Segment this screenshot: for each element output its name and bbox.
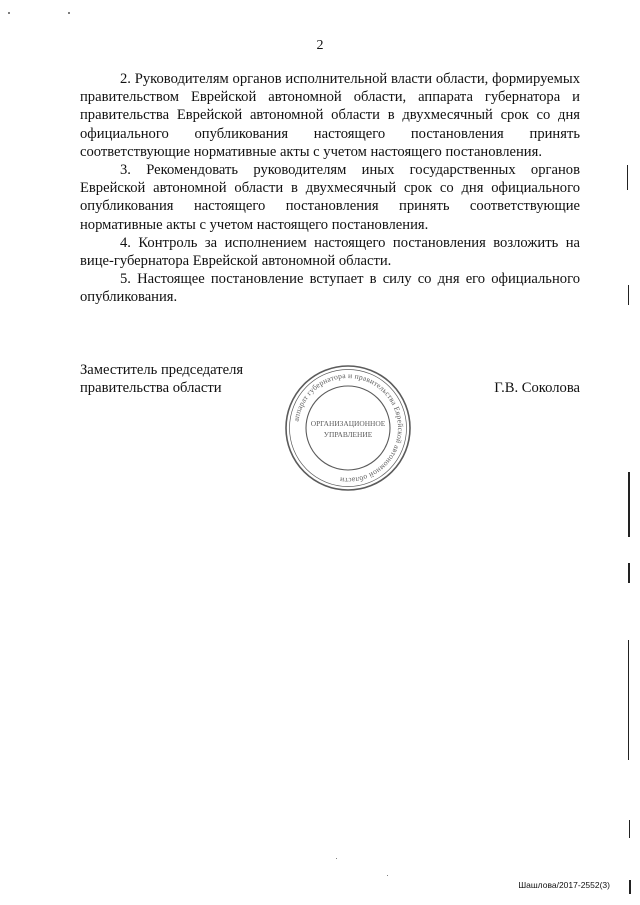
- body-text: [80, 70, 580, 307]
- scan-speck: [336, 858, 337, 859]
- stamp-inner-ring: [306, 386, 390, 470]
- scan-edge-mark: [628, 472, 630, 537]
- stamp-outer-ring-inner: [290, 370, 407, 487]
- stamp-center-line-2: УПРАВЛЕНИЕ: [323, 430, 373, 439]
- scan-edge-mark: [628, 640, 629, 760]
- stamp-center-line-1: ОРГАНИЗАЦИОННОЕ: [310, 419, 386, 428]
- signatory-name: Г.В. Соколова: [494, 380, 580, 396]
- scan-edge-mark: [628, 563, 630, 583]
- stamp-ring-text: аппарат губернатора и правительства Еврейской автономной области: [291, 370, 406, 486]
- stamp-outer-ring: [286, 366, 410, 490]
- scan-speck: [8, 12, 10, 14]
- paragraph-3: 3. Рекомендовать руководителям иных государственных органов Еврейской автономной области в двухмесячный срок со дня официального опубликования настоящего постановления принять соответствующие нормативные акты с учетом настоящего постановления.: [80, 162, 580, 233]
- paragraph-5: 5. Настоящее постановление вступает в силу со дня его официального опубликования.: [80, 271, 580, 306]
- signatory-position-line-1: Заместитель председателя: [80, 362, 244, 378]
- paragraph-2: 2. Руководителям органов исполнительной власти области, формируемых правительством Еврейской автономной области, аппарата губернатора и правительства Еврейской автономной области в двухмесячный срок со дня официального опубликования настоящего постановления принять соответствующие нормативные акты с учетом настоящего постановления.: [80, 71, 580, 160]
- page-number: 2: [316, 38, 324, 53]
- paragraph-4: 4. Контроль за исполнением настоящего постановления возложить на вице-губернатора Еврейской автономной области.: [80, 234, 580, 270]
- scan-edge-mark: [629, 820, 630, 838]
- scan-edge-mark: [629, 880, 631, 894]
- signatory-position: [80, 361, 243, 397]
- signatory-position-line-2: правительства области: [80, 380, 222, 397]
- scan-speck: [387, 875, 388, 876]
- document-reference-code: Шашлова/2017-2552(3): [518, 880, 610, 890]
- scan-edge-mark: [627, 165, 628, 190]
- scan-speck: [68, 12, 70, 14]
- scan-edge-mark: [628, 285, 629, 305]
- official-stamp-seal: [283, 363, 413, 493]
